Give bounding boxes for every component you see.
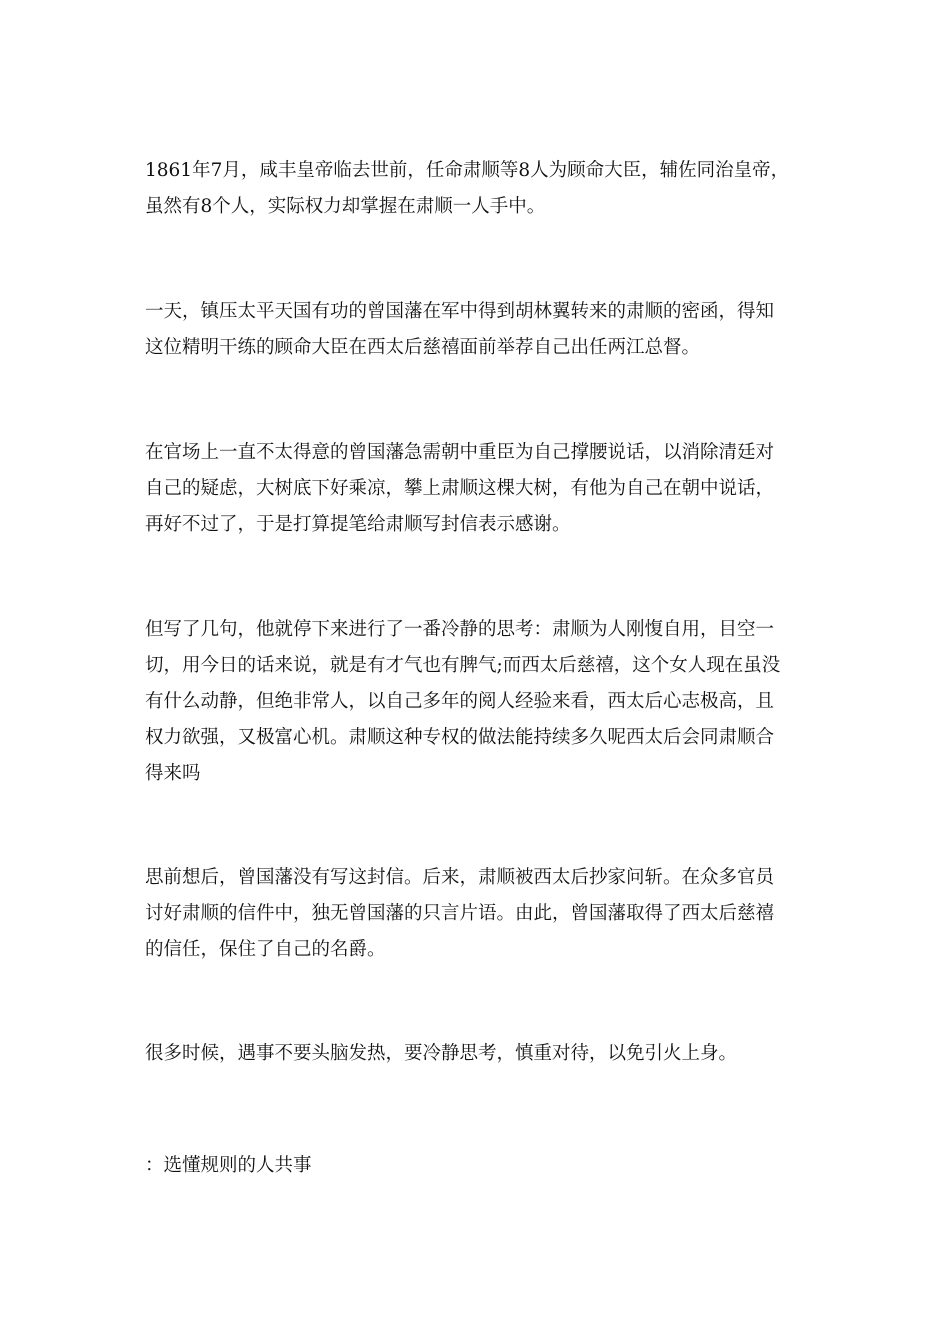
text-line: 自己的疑虑，大树底下好乘凉，攀上肃顺这棵大树，有他为自己在朝中说话， [145, 478, 775, 499]
paragraph-7 [145, 1148, 817, 1184]
text-line: ：选懂规则的人共事 [145, 1155, 312, 1176]
text-line: 虽然有8个人，实际权力却掌握在肃顺一人手中。 [145, 196, 546, 217]
paragraph-5 [145, 860, 817, 968]
text-line: 的信任，保住了自己的名爵。 [145, 939, 386, 960]
text-line: 这位精明干练的顾命大臣在西太后慈禧面前举荐自己出任两江总督。 [145, 337, 701, 358]
text-line: 切，用今日的话来说，就是有才气也有脾气;而西太后慈禧，这个女人现在虽没 [145, 655, 781, 676]
paragraph-4 [145, 612, 817, 792]
text-line: 再好不过了，于是打算提笔给肃顺写封信表示感谢。 [145, 514, 571, 535]
text-line: 但写了几句，他就停下来进行了一番冷静的思考：肃顺为人刚愎自用，目空一 [145, 619, 775, 640]
text-line: 得来吗 [145, 763, 201, 784]
paragraph-1 [145, 153, 817, 225]
text-line: 有什么动静，但绝非常人，以自己多年的阅人经验来看，西太后心志极高，且 [145, 691, 775, 712]
text-line: 讨好肃顺的信件中，独无曾国藩的只言片语。由此，曾国藩取得了西太后慈禧 [145, 903, 775, 924]
text-line: 1861年7月，咸丰皇帝临去世前，任命肃顺等8人为顾命大臣，辅佐同治皇帝， [145, 160, 790, 181]
text-line: 一天，镇压太平天国有功的曾国藩在军中得到胡林翼转来的肃顺的密函，得知 [145, 301, 775, 322]
text-line: 思前想后，曾国藩没有写这封信。后来，肃顺被西太后抄家问斩。在众多官员 [145, 867, 775, 888]
paragraph-3 [145, 435, 817, 543]
paragraph-2 [145, 294, 817, 366]
text-line: 很多时候，遇事不要头脑发热，要冷静思考，慎重对待，以免引火上身。 [145, 1043, 738, 1064]
text-line: 权力欲强，又极富心机。肃顺这种专权的做法能持续多久呢西太后会同肃顺合 [145, 727, 775, 748]
text-line: 在官场上一直不太得意的曾国藩急需朝中重臣为自己撑腰说话，以消除清廷对 [145, 442, 775, 463]
paragraph-6 [145, 1036, 817, 1072]
